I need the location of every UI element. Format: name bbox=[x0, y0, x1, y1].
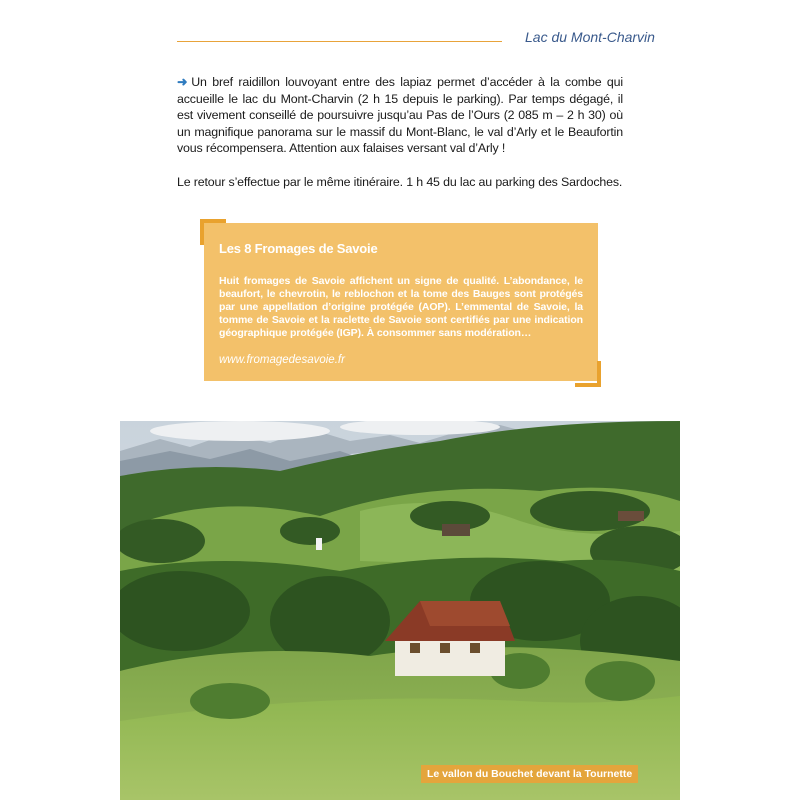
arrow-right-icon: ➜ bbox=[177, 75, 188, 89]
header-rule bbox=[177, 41, 502, 42]
paragraph-2: Le retour s’effectue par le même itinéraire. 1 h 45 du lac au parking des Sardoches. bbox=[177, 174, 623, 189]
info-box-text: Huit fromages de Savoie affichent un signe de qualité. L’abondance, le beaufort, le chevrotin, le reblochon et la tome des Bauges sont protégés par une appellation d’origine protégée (AOP). L’emmental de Savoie, la tomme de Savoie et la raclette de Savoie sont certifiés par une indication géographique protégée (IGP). À consommer sans modération… bbox=[219, 275, 583, 339]
info-box-title: Les 8 Fromages de Savoie bbox=[219, 241, 378, 256]
info-box-link[interactable]: www.fromagedesavoie.fr bbox=[219, 354, 345, 366]
paragraph-1 bbox=[177, 74, 623, 157]
landscape-photo bbox=[120, 421, 680, 800]
info-box-corner-bottom-right bbox=[575, 361, 601, 387]
body-text bbox=[177, 74, 623, 191]
paragraph-1-text: Un bref raidillon louvoyant entre des lapiaz permet d’accéder à la combe qui accueille le lac du Mont-Charvin (2 h 15 depuis le parking). Par temps dégagé, il est vivement conseillé de poursuivre jusqu’au Pas de l’Ours (2 085 m – 2 h 30) où un magnifique panorama sur le massif du Mont-Blanc, le val d’Arly et le Beaufortin vous récompensera. Attention aux falaises versant val d’Arly ! bbox=[177, 75, 623, 156]
page-header-title: Lac du Mont-Charvin bbox=[525, 29, 655, 45]
photo-caption: Le vallon du Bouchet devant la Tournette bbox=[421, 765, 638, 783]
